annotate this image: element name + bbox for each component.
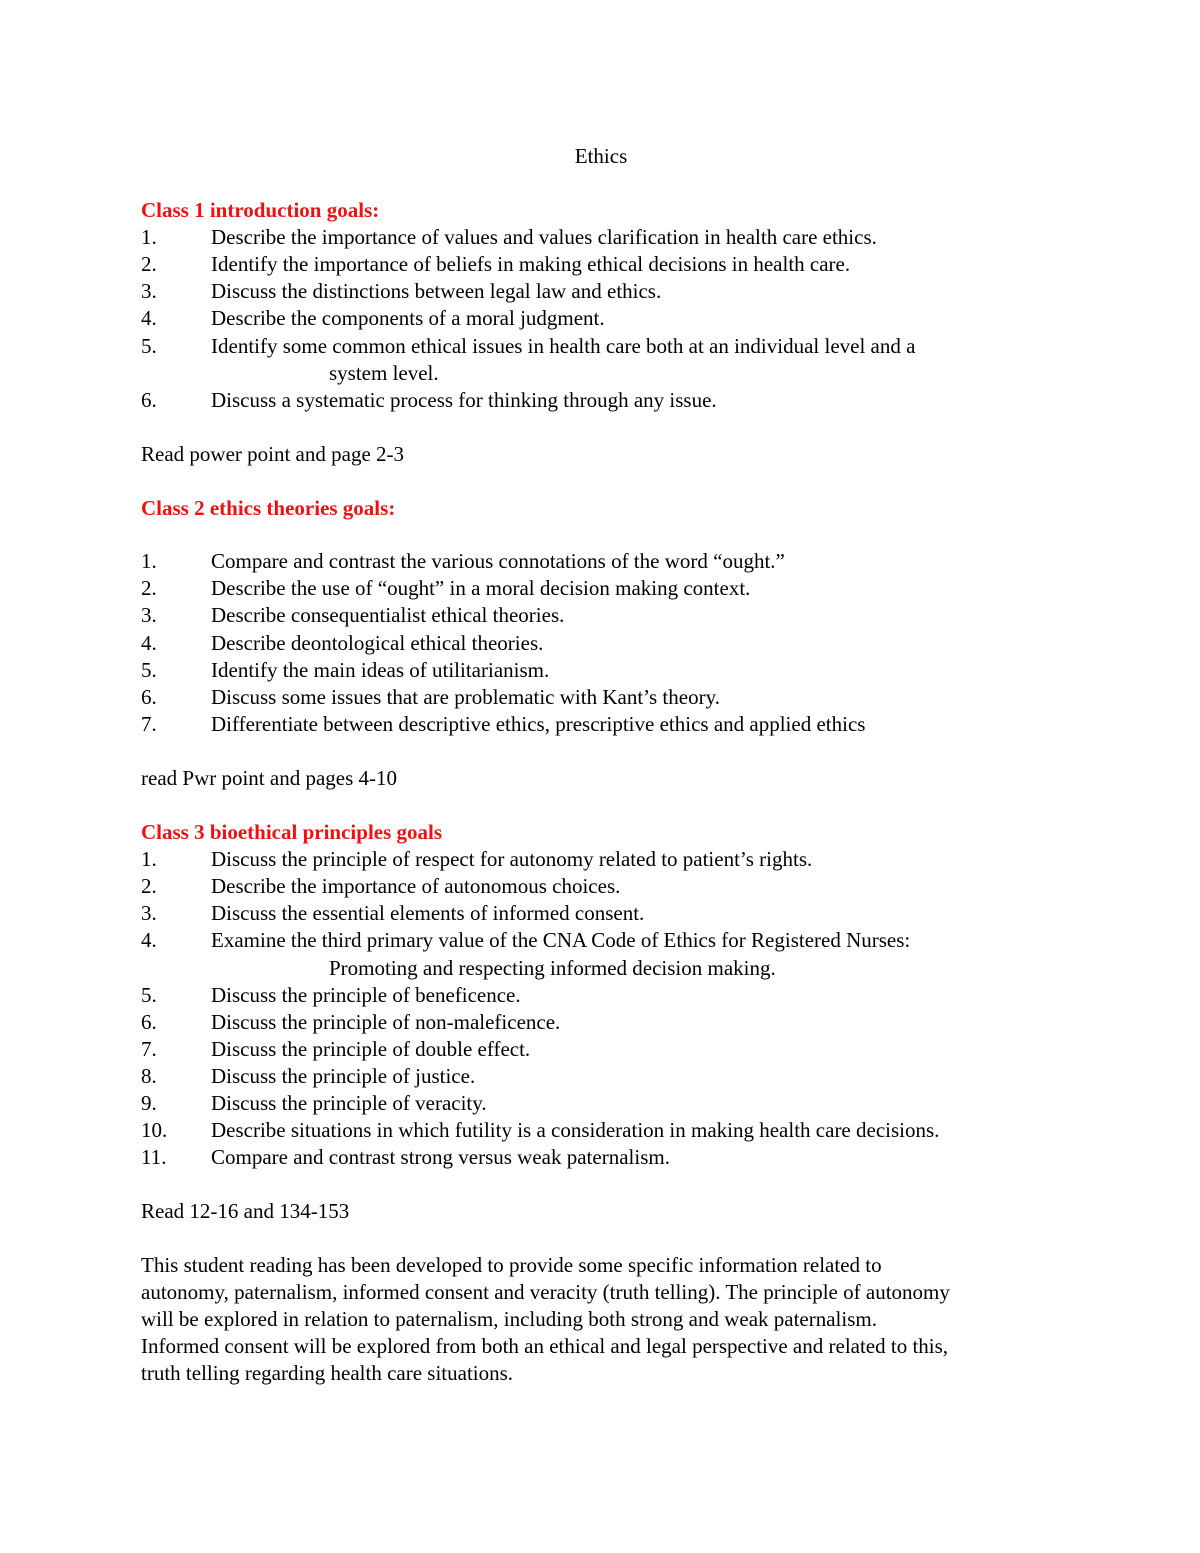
item-number: 5. [141,334,157,358]
student-reading-paragraph [141,1252,1061,1387]
item-number: 6. [141,1010,157,1034]
item-number: 7. [141,1037,157,1061]
item-text: Describe the importance of autonomous choices. [211,874,621,898]
item-number: 5. [141,658,157,682]
item-number: 6. [141,388,157,412]
item-number: 3. [141,279,157,303]
item-number: 11. [141,1145,167,1169]
item-text: Compare and contrast the various connotations of the word “ought.” [211,549,785,573]
item-text: Discuss the principle of double effect. [211,1037,531,1061]
item-text: Discuss the principle of beneficence. [211,983,521,1007]
paragraph-line: autonomy, paternalism, informed consent and veracity (truth telling). The principle of autonomy [141,1280,950,1304]
item-number: 8. [141,1064,157,1088]
paragraph-line: will be explored in relation to paternalism, including both strong and weak paternalism. [141,1307,877,1331]
item-text: Identify the main ideas of utilitarianism. [211,658,550,682]
item-text: Describe deontological ethical theories. [211,631,544,655]
class3-item-continuation: Promoting and respecting informed decision making. [329,956,776,980]
paragraph-line: Informed consent will be explored from both an ethical and legal perspective and related to this, [141,1334,949,1358]
item-text: Identify some common ethical issues in health care both at an individual level and a [211,334,916,358]
class1-heading: Class 1 introduction goals: [141,198,380,222]
item-number: 4. [141,928,157,952]
paragraph-line: truth telling regarding health care situations. [141,1361,514,1385]
item-text: Discuss the principle of respect for autonomy related to patient’s rights. [211,847,813,871]
class3-reading: Read 12-16 and 134-153 [141,1199,350,1223]
item-text: Discuss the distinctions between legal law and ethics. [211,279,662,303]
item-text: Describe the components of a moral judgment. [211,306,605,330]
item-text: Discuss a systematic process for thinking through any issue. [211,388,717,412]
item-text: Differentiate between descriptive ethics, prescriptive ethics and applied ethics [211,712,866,736]
item-text: Describe the importance of values and values clarification in health care ethics. [211,225,877,249]
item-text: Examine the third primary value of the CNA Code of Ethics for Registered Nurses: [211,928,911,952]
item-number: 9. [141,1091,157,1115]
item-number: 1. [141,549,157,573]
paragraph-line: This student reading has been developed to provide some specific information related to [141,1253,882,1277]
class1-reading: Read power point and page 2-3 [141,442,405,466]
item-text: Describe consequentialist ethical theories. [211,603,565,627]
item-text: Describe the use of “ought” in a moral decision making context. [211,576,751,600]
document-title: Ethics [574,144,628,168]
item-text: Identify the importance of beliefs in making ethical decisions in health care. [211,252,851,276]
item-text: Discuss the essential elements of informed consent. [211,901,645,925]
item-text: Compare and contrast strong versus weak paternalism. [211,1145,670,1169]
class1-item-continuation: system level. [329,361,439,385]
item-text: Discuss the principle of non-maleficence. [211,1010,561,1034]
item-number: 4. [141,631,157,655]
item-number: 4. [141,306,157,330]
item-number: 10. [141,1118,168,1142]
item-number: 1. [141,225,157,249]
item-number: 2. [141,874,157,898]
item-number: 6. [141,685,157,709]
item-number: 5. [141,983,157,1007]
item-number: 3. [141,603,157,627]
item-number: 3. [141,901,157,925]
item-text: Discuss the principle of justice. [211,1064,476,1088]
item-text: Describe situations in which futility is a consideration in making health care decisions. [211,1118,940,1142]
class3-heading: Class 3 bioethical principles goals [141,820,443,844]
item-text: Discuss some issues that are problematic with Kant’s theory. [211,685,720,709]
item-number: 2. [141,252,157,276]
item-text: Discuss the principle of veracity. [211,1091,487,1115]
item-number: 1. [141,847,157,871]
class2-heading: Class 2 ethics theories goals: [141,496,396,520]
item-number: 7. [141,712,157,736]
item-number: 2. [141,576,157,600]
class2-reading: read Pwr point and pages 4-10 [141,766,398,790]
